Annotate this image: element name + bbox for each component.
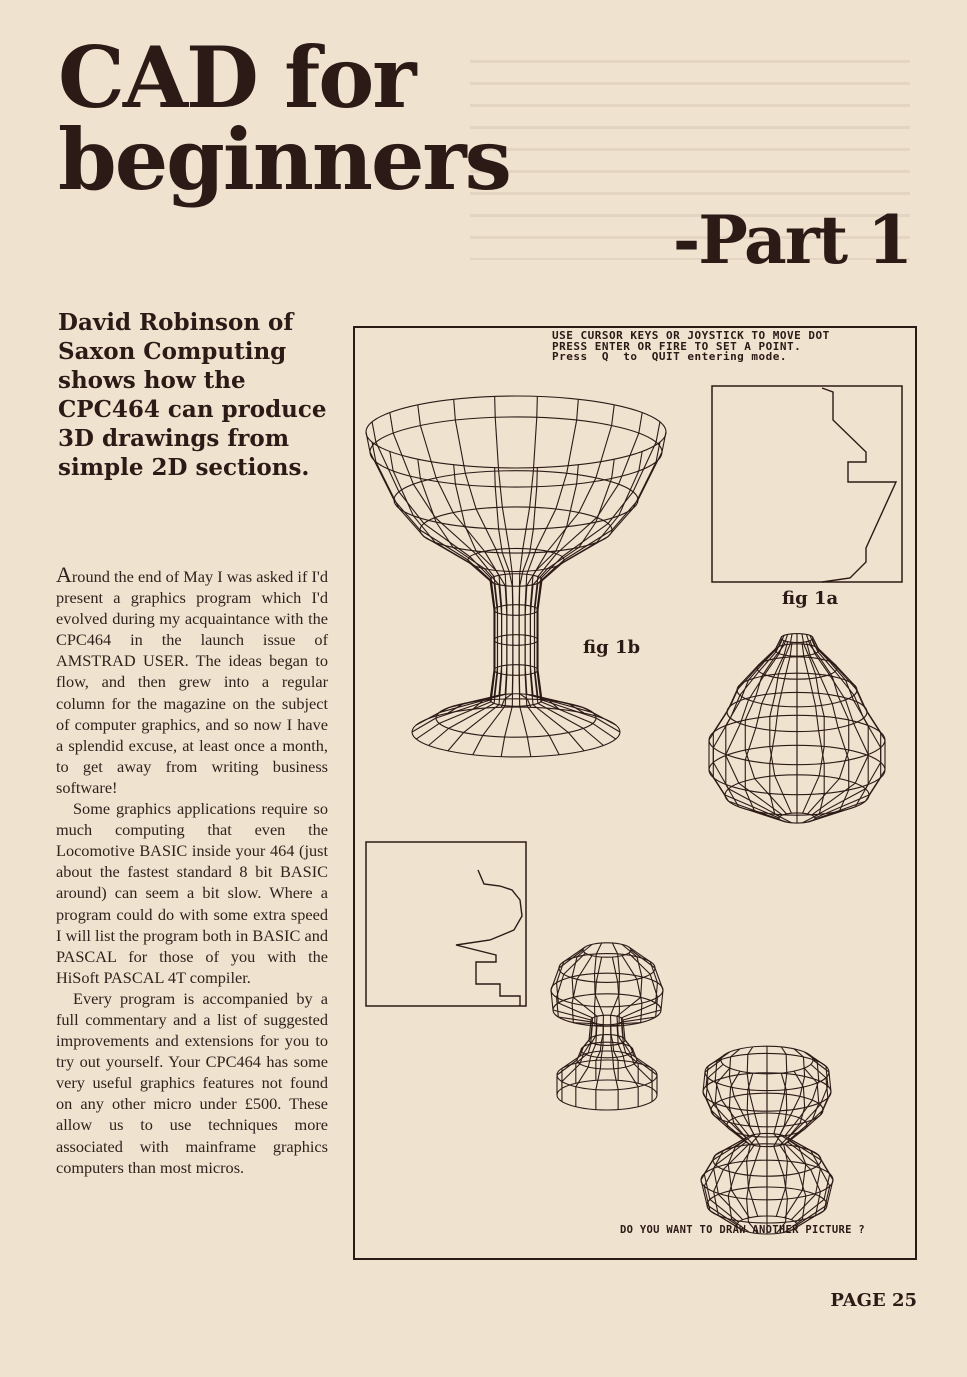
drop-cap: A: [56, 562, 72, 587]
mushroom-wireframe: [701, 1046, 833, 1234]
title-line-1: CAD for: [58, 28, 415, 127]
page-number: PAGE 25: [830, 1290, 917, 1311]
paragraph-3: Every program is accompanied by a full commentary and a list of suggested improvements and extensions for you to try out yourself. Your CPC464 has some very useful graphics features not found on any other micro under £500. These allow us to use techniques more associated with mainframe graphics computers than most micros.: [56, 988, 328, 1177]
draw-another-prompt: DO YOU WANT TO DRAW ANOTHER PICTURE ?: [620, 1224, 865, 1236]
title-line-2: beginners: [58, 110, 510, 209]
title-part: -Part 1: [672, 201, 911, 279]
vase-wireframe: [709, 634, 885, 824]
standfirst-line: shows how the: [58, 367, 246, 394]
screen-instructions: [552, 331, 830, 363]
standfirst-line: simple 2D sections.: [58, 454, 310, 481]
prompt-line-1: USE CURSOR KEYS OR JOYSTICK TO MOVE DOT: [552, 329, 830, 342]
fig-1b-label: fig 1b: [583, 637, 641, 658]
fig-1b-goblet-wireframe: [366, 396, 666, 757]
fig-1a-label: fig 1a: [782, 588, 839, 609]
prompt-line-2: PRESS ENTER OR FIRE TO SET A POINT.: [552, 339, 802, 353]
standfirst-line: Saxon Computing: [58, 338, 287, 365]
standfirst-line: 3D drawings from: [58, 425, 290, 452]
standfirst-line: CPC464 can produce: [58, 396, 327, 423]
fig-1a-profile: [712, 386, 902, 582]
lamp-wireframe: [551, 943, 663, 1110]
prompt-line-3: Press Q to QUIT entering mode.: [552, 350, 788, 363]
paragraph-2: Some graphics applications require so much computing that even the Locomotive BASIC inside your 464 (just about the fastest standard 8 bit BASIC around) can seem a bit slow. Where a program could do with some extra speed I will list the program both in BASIC and PASCAL for those of you with the HiSoft PASCAL 4T compiler.: [56, 799, 328, 987]
lamp-profile: [366, 842, 526, 1006]
standfirst-line: David Robinson of: [58, 309, 294, 336]
paragraph-1-text: round the end of May I was asked if I'd present a graphics program which I'd evolved during my acquaintance with the CPC464 in the launch issue of AMSTRAD USER. The ideas began to flow, and then grew into a regular column for the magazine on the subject of computer graphics, and so now I have a splendid excuse, at least once a month, to get away from writing business software!: [56, 567, 328, 797]
